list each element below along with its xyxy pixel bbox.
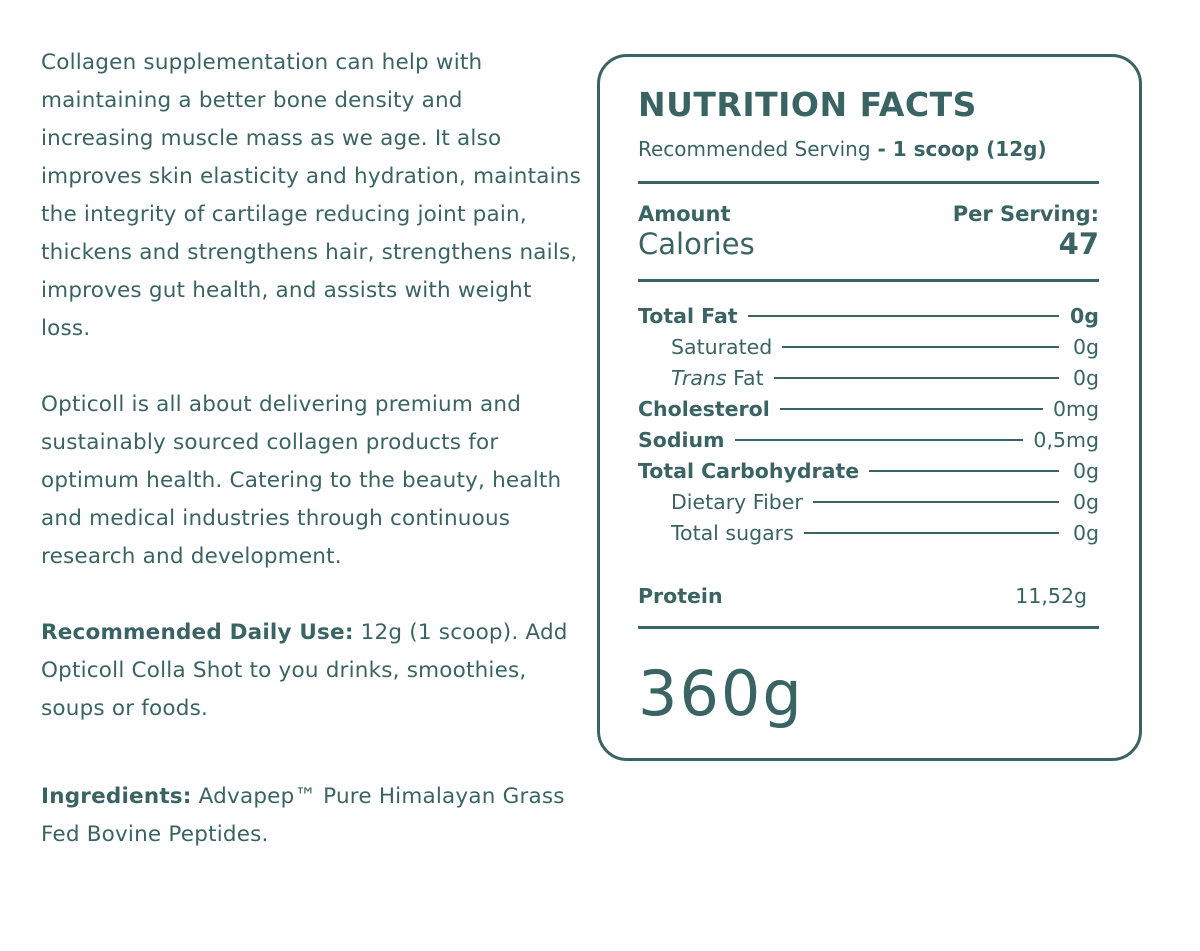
- ingredients: [41, 778, 581, 854]
- leader-line: [782, 346, 1059, 348]
- amount-header: [638, 202, 1099, 226]
- nutrition-facts-panel: [597, 54, 1142, 761]
- nutrient-value: 0g: [1072, 458, 1099, 483]
- leader-line: [774, 377, 1059, 379]
- description-paragraph-1: Collagen supplementation can help with maintaining a better bone density and increasing muscle mass as we age. It also improves skin elasticity and hydration, maintains the integrity of cartilage reducing joint pain, thickens and strengthens hair, strengthens nails, improves gut health, and assists with weight loss.: [41, 50, 581, 341]
- daily-use: [41, 614, 581, 728]
- nutrient-label: [638, 366, 764, 390]
- protein-row: [638, 584, 1087, 608]
- leader-line: [780, 408, 1043, 410]
- leader-line: [804, 532, 1059, 534]
- nutrient-row-trans-fat: [638, 362, 1099, 393]
- nutrition-facts-title: NUTRITION FACTS: [638, 85, 977, 124]
- nutrient-value: 0g: [1072, 489, 1099, 514]
- net-weight: 360g: [638, 657, 804, 730]
- nutrient-label: Dietary Fiber: [671, 489, 803, 514]
- nutrient-value: 0mg: [1052, 396, 1099, 421]
- leader-line: [869, 470, 1059, 472]
- amount-label: Amount: [638, 202, 731, 226]
- nutrient-label: Sodium: [638, 427, 725, 452]
- protein-label: Protein: [638, 584, 723, 608]
- serving-size: [638, 137, 1047, 161]
- ingredients-label: Ingredients:: [41, 784, 192, 809]
- nutrient-list: [638, 300, 1099, 548]
- nutrient-value: 0g: [1072, 520, 1099, 545]
- description-paragraph-2: Opticoll is all about delivering premium and sustainably sourced collagen products for optimum health. Catering to the beauty, health and medical industries through continuous research and development.: [41, 392, 562, 569]
- serving-value: - 1 scoop (12g): [870, 137, 1047, 161]
- leader-line: [735, 439, 1024, 441]
- nutrient-value: 0g: [1072, 365, 1099, 390]
- trans-italic: Trans: [671, 365, 727, 390]
- nutrient-value: 0g: [1072, 334, 1099, 359]
- divider-rule: [638, 626, 1099, 629]
- nutrient-value: 0,5mg: [1033, 427, 1099, 452]
- nutrient-row-sodium: [638, 424, 1099, 455]
- calories-label: Calories: [638, 227, 755, 261]
- nutrient-label: Total Fat: [638, 303, 738, 328]
- nutrient-label: Saturated: [671, 334, 773, 359]
- nutrient-row-total-sugars: [638, 517, 1099, 548]
- nutrient-value: 0g: [1070, 303, 1099, 328]
- divider-rule: [638, 181, 1099, 184]
- leader-line: [748, 315, 1059, 317]
- nutrient-label: Total Carbohydrate: [638, 458, 860, 483]
- product-description: [41, 44, 581, 854]
- calories-row: [638, 227, 1099, 261]
- nutrient-label: Total sugars: [671, 520, 794, 545]
- nutrient-row-saturated: [638, 331, 1099, 362]
- nutrient-row-total-carbohydrate: [638, 455, 1099, 486]
- trans-rest: Fat: [726, 365, 764, 390]
- divider-rule: [638, 279, 1099, 282]
- leader-line: [813, 501, 1059, 503]
- daily-use-text: 12g (1 scoop). Add Opticoll Colla Shot to you drinks, smoothies, soups or foods.: [41, 620, 568, 721]
- per-serving-label: Per Serving:: [952, 202, 1099, 226]
- nutrient-label: Cholesterol: [638, 396, 770, 421]
- calories-value: 47: [1058, 227, 1099, 261]
- nutrient-row-total-fat: [638, 300, 1099, 331]
- nutrient-row-dietary-fiber: [638, 486, 1099, 517]
- serving-label: Recommended Serving: [638, 137, 871, 161]
- daily-use-label: Recommended Daily Use:: [41, 620, 354, 645]
- ingredients-text: Advapep™ Pure Himalayan Grass Fed Bovine Peptides.: [41, 784, 565, 847]
- nutrient-row-cholesterol: [638, 393, 1099, 424]
- protein-value: 11,52g: [1015, 584, 1087, 608]
